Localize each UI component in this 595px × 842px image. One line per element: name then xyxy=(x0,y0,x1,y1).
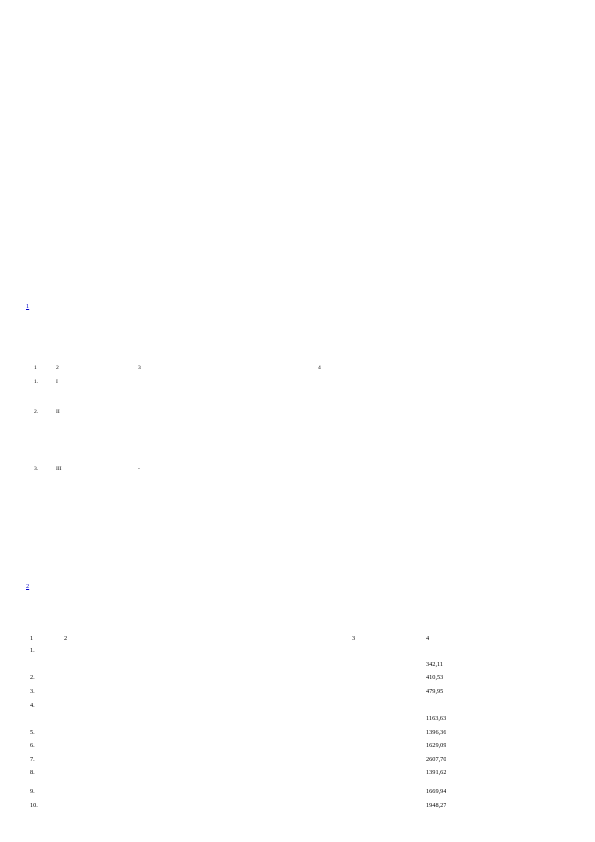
table-1-row-1-unbuilt xyxy=(318,379,568,407)
table-2-row-price: 1669,94 xyxy=(426,788,447,795)
table-2-index-2: 2 xyxy=(64,635,68,642)
table-2-row-number: 4. xyxy=(30,702,35,709)
table-1-index-3: 3 xyxy=(138,365,141,371)
table-2-row-number: 7. xyxy=(30,756,35,763)
table-2-row-price: 2607,70 xyxy=(426,756,447,763)
table-1-row-2-number: 2. xyxy=(34,409,39,415)
table-2-row-number: 1. xyxy=(30,647,35,654)
table-2-row-number: 2. xyxy=(30,674,35,681)
table-1-row-2-roman: II xyxy=(56,409,60,415)
table-2-index-3: 3 xyxy=(352,635,356,642)
table-2-row-price: 410,53 xyxy=(426,674,444,681)
table-1-row-3-number: 3. xyxy=(34,466,39,472)
table-2-row-number: 6. xyxy=(30,742,35,749)
table-2-row-number: 8. xyxy=(30,769,35,776)
table-2-row-price: 1948,27 xyxy=(426,802,447,809)
table-2-row-price: 479,95 xyxy=(426,688,444,695)
table-2-row-price: 342,11 xyxy=(426,661,444,668)
table-1-index-1: 1 xyxy=(34,365,37,371)
table-2-row-number: 10. xyxy=(30,802,38,809)
table-2-index-1: 1 xyxy=(30,635,34,642)
paragraph-3-1-8 xyxy=(26,583,574,591)
table-2-row-number: 5. xyxy=(30,729,35,736)
table-2-index-4: 4 xyxy=(426,635,430,642)
table-2-row-number: 3. xyxy=(30,688,35,695)
table-1-row-2-unbuilt xyxy=(318,409,568,451)
table-2-row-price: 1629,09 xyxy=(426,742,447,749)
table-1-index-2: 2 xyxy=(56,365,59,371)
table-1-row-3-unbuilt xyxy=(318,466,568,508)
table-1-row-1-number: 1. xyxy=(34,379,39,385)
paragraph-3-1-7 xyxy=(26,303,574,311)
table-2-row-price: 1396,36 xyxy=(426,729,447,736)
table-1-index-4: 4 xyxy=(318,365,321,371)
table-1-row-3-built-up: - xyxy=(138,466,140,472)
table-2-link[interactable]: 2 xyxy=(26,583,30,590)
table-1-row-1-roman: I xyxy=(56,379,58,385)
table-2-row-price: 1391,62 xyxy=(426,769,447,776)
table-1-row-1-built-up xyxy=(138,379,310,407)
table-2-row-price: 1163,63 xyxy=(426,715,447,722)
table-1-link[interactable]: 1 xyxy=(26,303,30,310)
table-1-row-2-built-up xyxy=(138,409,310,459)
table-2-row-number: 9. xyxy=(30,788,35,795)
table-1-row-3-roman: III xyxy=(56,466,62,472)
